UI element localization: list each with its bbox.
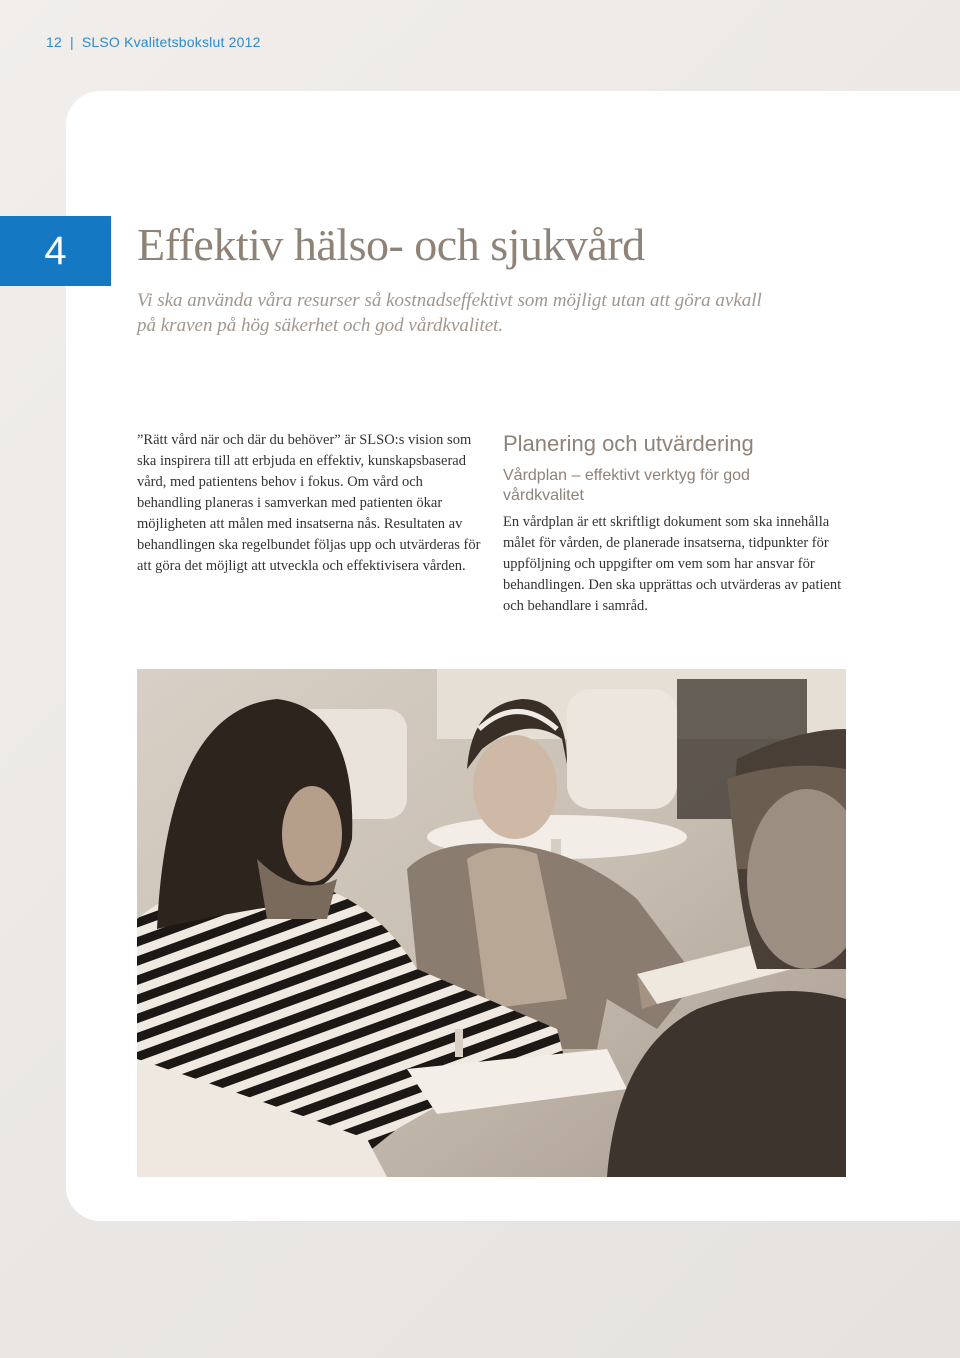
chapter-title: Effektiv hälso- och sjukvård [137, 219, 645, 270]
section-heading: Planering och utvärdering [503, 431, 754, 456]
section-subheading: Vårdplan – effektivt verktyg för god vårdkvalitet [503, 467, 750, 504]
group-photo-illustration [137, 669, 846, 1177]
chapter-number: 4 [44, 228, 67, 273]
page-number: 12 [46, 34, 62, 50]
chapter-lead: Vi ska använda våra resurser så kostnadseffektivt som möjligt utan att göra avkall på kraven på hög säkerhet och god vårdkvalitet. [137, 290, 762, 336]
group-photo [137, 669, 846, 1177]
header-separator: | [69, 34, 74, 50]
right-column [503, 430, 853, 617]
publication-title: SLSO Kvalitetsbokslut 2012 [81, 34, 261, 50]
left-column [137, 430, 482, 577]
running-header [46, 34, 261, 50]
right-paragraph: En vårdplan är ett skriftligt dokument som ska innehålla målet för vården, de planerade insatserna, tidpunkter för uppföljning och uppgifter om vem som har ansvar för behandlingen. Den ska upprättas och utvärderas av patient och behandlare i samråd. [503, 514, 842, 614]
left-paragraph: ”Rätt vård när och där du behöver” är SLSO:s vision som ska inspirera till att erbjuda en effektiv, kunskapsbaserad vård, med patientens behov i fokus. Om vård och behandling planeras i samverkan med patienten ökar möjligheten att målen med insatserna nås. Resultaten av behandlingen ska regelbundet följas upp och utvärderas för att göra det möjligt att utveckla och effektivisera vården. [137, 432, 481, 574]
chapter-number-box [0, 216, 111, 286]
